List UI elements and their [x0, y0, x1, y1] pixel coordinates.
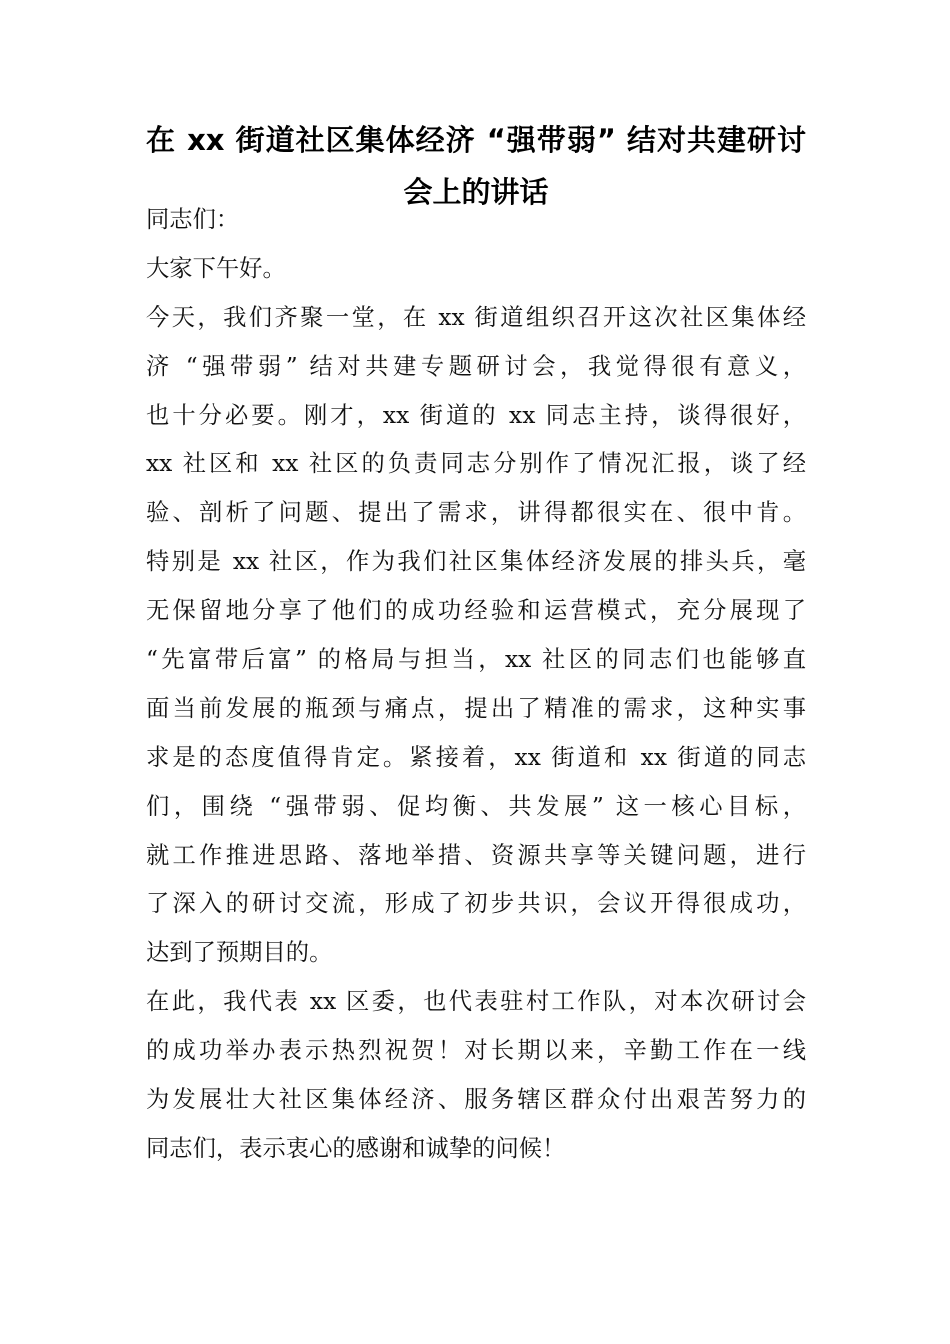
greeting: 大家下午好。: [146, 254, 286, 282]
paragraph-line: 了深入的研讨交流，形成了初步共识，会议开得很成功，: [146, 890, 806, 918]
speech-body: [146, 196, 806, 1174]
document-title-line-1: 在 xx 街道社区集体经济 “强带弱” 结对共建研讨: [146, 123, 806, 157]
paragraph-line: 的成功举办表示热烈祝贺！对长期以来，辛勤工作在一线: [146, 1037, 806, 1065]
paragraph-line: 们，围绕 “强带弱、促均衡、共发展” 这一核心目标，: [146, 792, 806, 820]
paragraph-line: 面当前发展的瓶颈与痛点，提出了精准的需求，这种实事: [146, 694, 806, 722]
paragraph-line: 济 “强带弱” 结对共建专题研讨会，我觉得很有意义，: [146, 352, 806, 380]
paragraph-line: 无保留地分享了他们的成功经验和运营模式，充分展现了: [146, 597, 806, 625]
salutation: 同志们：: [146, 206, 240, 233]
paragraph-line: 求是的态度值得肯定。紧接着，xx 街道和 xx 街道的同志: [146, 743, 806, 771]
paragraph-line: 为发展壮大社区集体经济、服务辖区群众付出艰苦努力的: [146, 1086, 806, 1114]
paragraph-line: 同志们，表示衷心的感谢和诚挚的问候！: [146, 1134, 566, 1162]
paragraph-line: 特别是 xx 社区，作为我们社区集体经济发展的排头兵，毫: [146, 548, 806, 576]
paragraph-line: xx 社区和 xx 社区的负责同志分别作了情况汇报，谈了经: [146, 450, 806, 478]
paragraph-line: 达到了预期目的。: [146, 939, 333, 967]
paragraph-line: 也十分必要。刚才，xx 街道的 xx 同志主持，谈得很好，: [146, 401, 806, 429]
document-title-line-2: 会上的讲话: [403, 175, 549, 209]
paragraph-line: 在此，我代表 xx 区委，也代表驻村工作队，对本次研讨会: [146, 988, 806, 1016]
paragraph-line: 验、剖析了问题、提出了需求，讲得都很实在、很中肯。: [146, 499, 806, 527]
paragraph-line: 就工作推进思路、落地举措、资源共享等关键问题，进行: [146, 841, 806, 869]
paragraph-line: 今天，我们齐聚一堂，在 xx 街道组织召开这次社区集体经: [146, 303, 806, 331]
paragraph-line: “先富带后富” 的格局与担当，xx 社区的同志们也能够直: [146, 646, 806, 674]
